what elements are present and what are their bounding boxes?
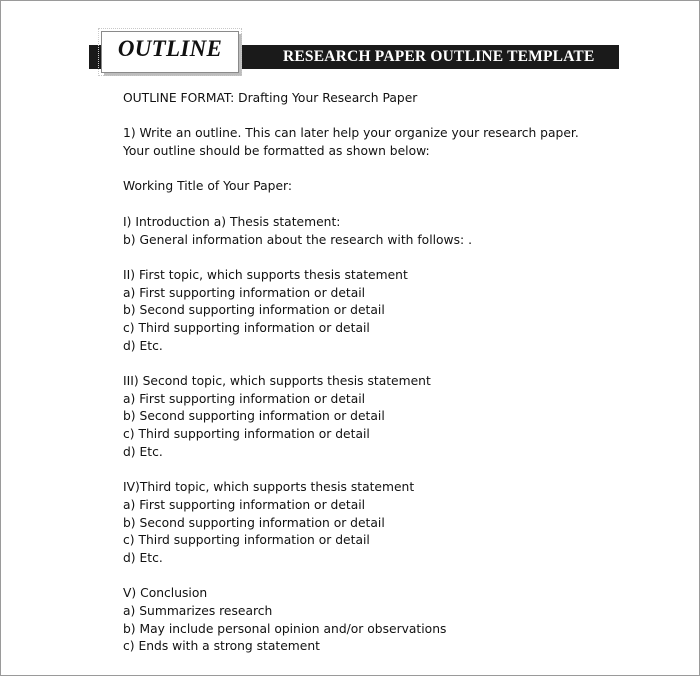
section-first-topic <box>123 267 683 355</box>
banner-title: RESEARCH PAPER OUTLINE TEMPLATE <box>283 48 595 65</box>
section-third-topic <box>123 479 683 567</box>
outline-line: d) Etc. <box>123 444 163 459</box>
instruction-line-2: Your outline should be formatted as shown below: <box>123 144 430 159</box>
working-title: Working Title of Your Paper: <box>123 179 292 194</box>
outline-line: d) Etc. <box>123 338 163 353</box>
outline-badge-text: OUTLINE <box>117 36 223 61</box>
section-conclusion <box>123 585 683 656</box>
outline-line: a) First supporting information or detail <box>123 391 366 406</box>
outline-line: I) Introduction a) Thesis statement: <box>123 214 341 229</box>
outline-line: c) Third supporting information or detail <box>123 320 370 335</box>
outline-line: III) Second topic, which supports thesis statement <box>123 374 431 388</box>
instruction-line-1: 1) Write an outline. This can later help your organize your research paper. <box>123 126 579 141</box>
outline-line: a) Summarizes research <box>123 603 273 618</box>
outline-line: a) First supporting information or detail <box>123 497 366 512</box>
section-second-topic <box>123 373 683 461</box>
outline-line: b) Second supporting information or detail <box>123 303 385 318</box>
outline-line: c) Third supporting information or detail <box>123 427 370 442</box>
outline-line: V) Conclusion <box>123 586 208 601</box>
format-heading: OUTLINE FORMAT: Drafting Your Research Paper <box>123 91 418 105</box>
outline-line: c) Ends with a strong statement <box>123 639 320 654</box>
section-introduction <box>123 214 683 249</box>
outline-line: IV)Third topic, which supports thesis statement <box>123 480 415 495</box>
outline-line: a) First supporting information or detail <box>123 285 366 300</box>
outline-line: II) First topic, which supports thesis statement <box>123 267 408 282</box>
outline-line: b) May include personal opinion and/or observations <box>123 621 447 636</box>
outline-line: c) Third supporting information or detail <box>123 533 370 548</box>
outline-badge <box>101 31 239 73</box>
outline-line: b) Second supporting information or detail <box>123 409 385 424</box>
outline-line: d) Etc. <box>123 550 163 565</box>
outline-line: b) General information about the research with follows: . <box>123 232 472 247</box>
document-body <box>123 90 683 656</box>
outline-line: b) Second supporting information or detail <box>123 515 385 530</box>
